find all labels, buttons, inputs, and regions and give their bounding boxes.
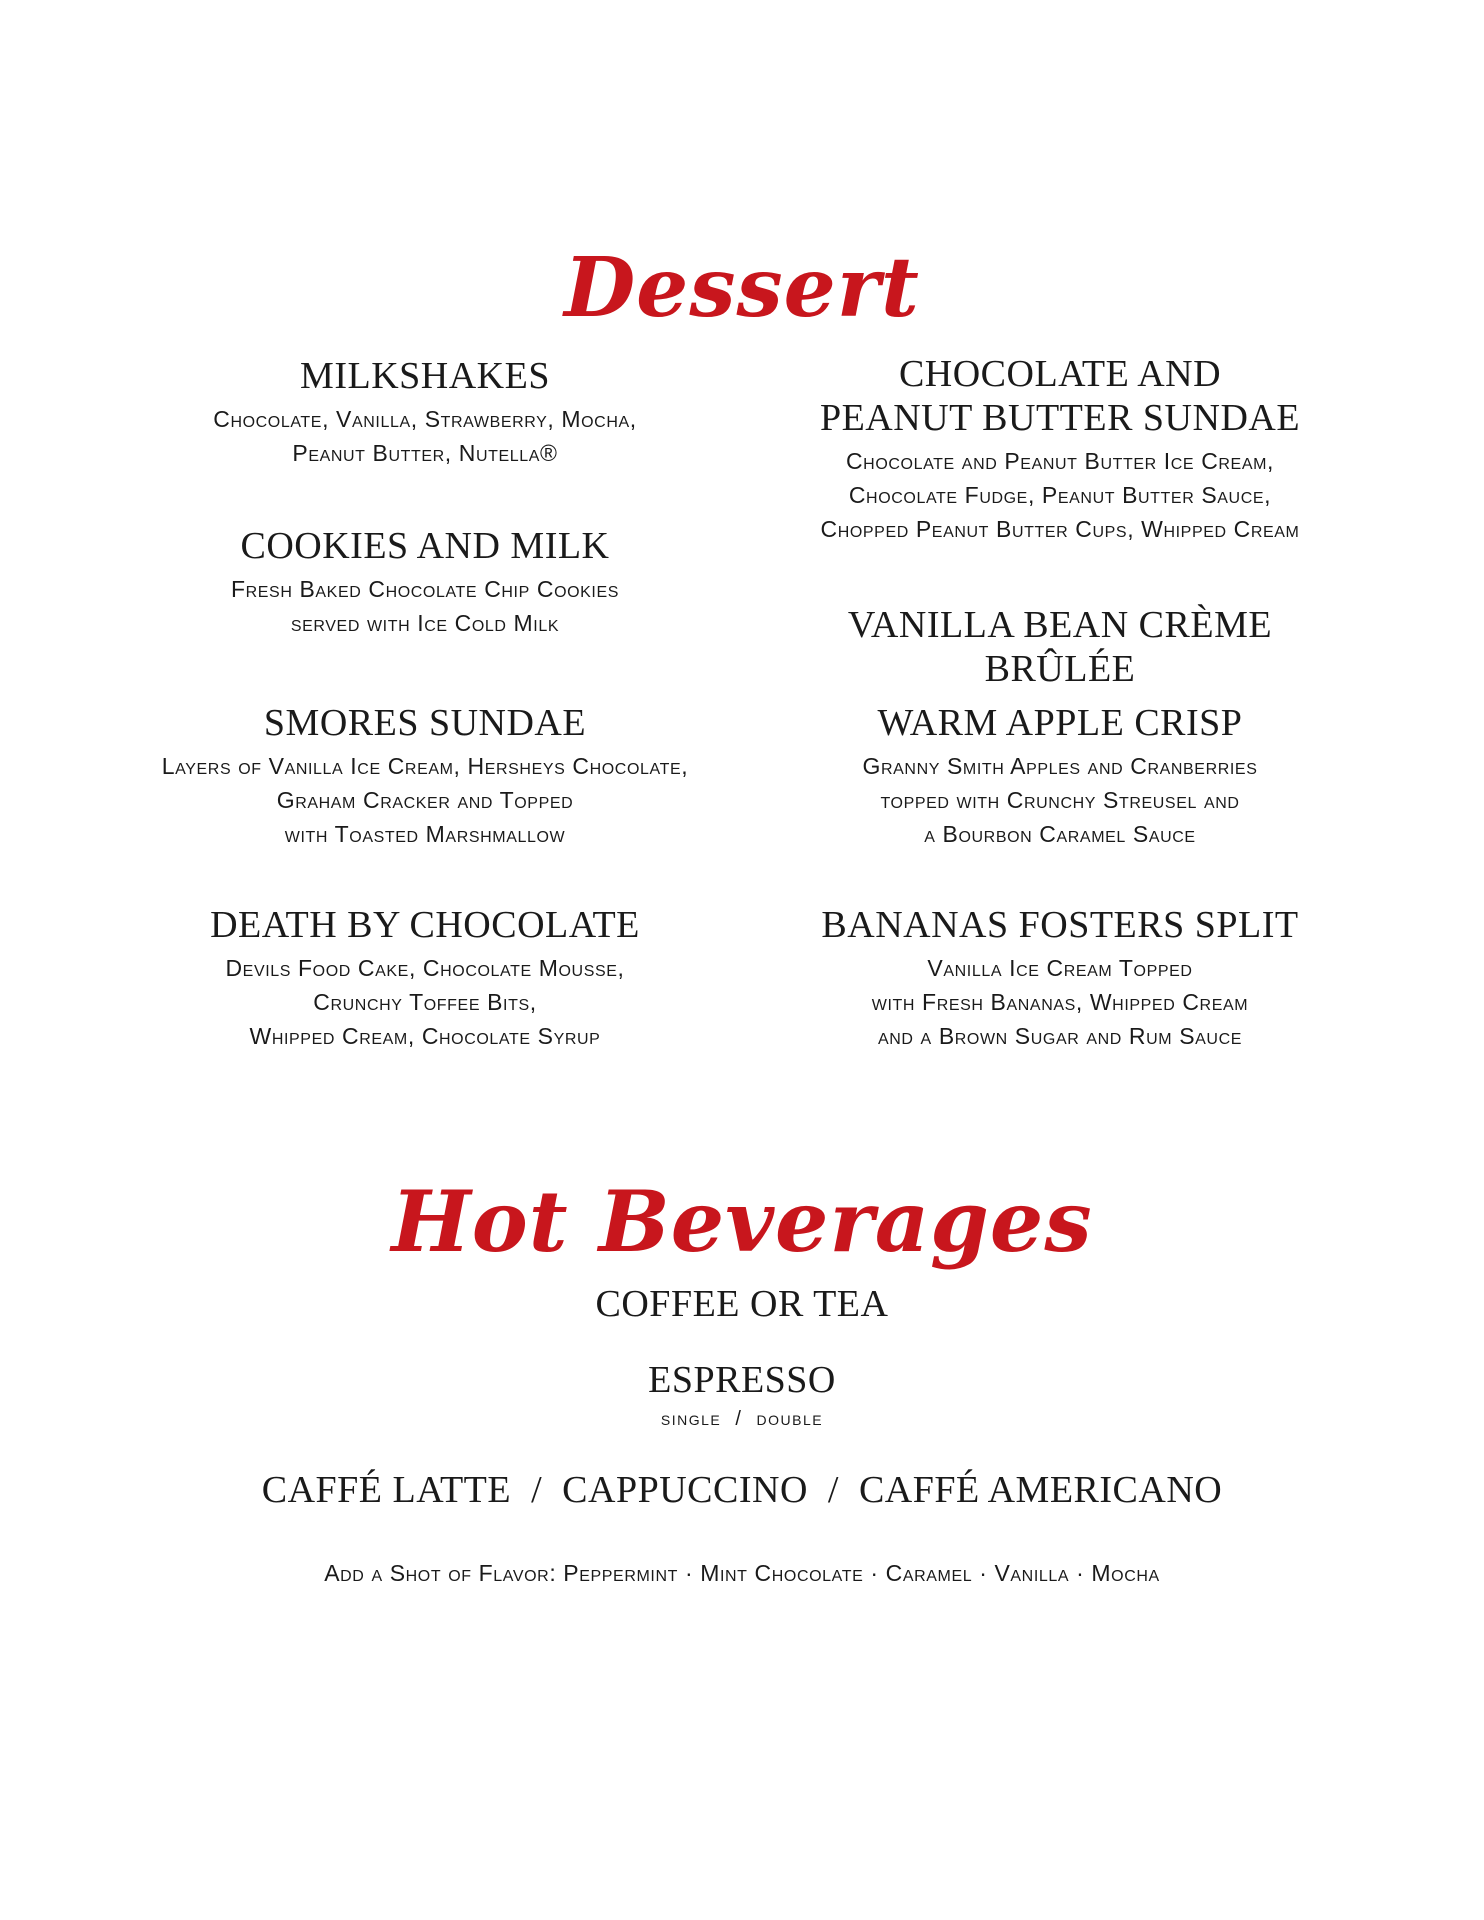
hot-beverages-title: Hot Beverages <box>391 1172 1093 1271</box>
dessert-right-column <box>770 0 1350 1100</box>
menu-item-warm-apple-crisp <box>770 701 1350 851</box>
item-description: Vanilla Ice Cream Topped with Fresh Bananas, Whipped Cream and a Brown Sugar and Rum Sauce <box>871 955 1249 1049</box>
item-description: Chocolate and Peanut Butter Ice Cream, Chocolate Fudge, Peanut Butter Sauce, Chopped Peanut Butter Cups, Whipped Cream <box>820 448 1300 542</box>
flavor-options: Add a Shot of Flavor: Peppermint · Mint Chocolate · Caramel · Vanilla · Mocha <box>324 1560 1160 1586</box>
item-description: Layers of Vanilla Ice Cream, Hersheys Chocolate, Graham Cracker and Topped with Toasted Marshmallow <box>161 753 689 847</box>
menu-item-smores-sundae <box>140 701 710 851</box>
item-name: CHOCOLATE AND PEANUT BUTTER SUNDAE <box>819 353 1301 439</box>
flavor-shot-line <box>0 1560 1484 1587</box>
item-name: MILKSHAKES <box>300 355 550 397</box>
menu-item-creme-brulee <box>770 603 1350 691</box>
item-name: COOKIES AND MILK <box>240 525 610 567</box>
item-description: Granny Smith Apples and Cranberries topped with Crunchy Streusel and a Bourbon Caramel Sauce <box>862 753 1258 847</box>
item-name: SMORES SUNDAE <box>263 702 587 744</box>
item-name: ESPRESSO <box>648 1359 836 1401</box>
espresso-options: single / double <box>660 1408 824 1430</box>
item-name: CAFFÉ LATTE / CAPPUCCINO / CAFFÉ AMERICANO <box>261 1469 1223 1511</box>
menu-item-bananas-fosters-split <box>770 903 1350 1053</box>
beverage-specialty-coffees <box>0 1468 1484 1512</box>
item-name: DEATH BY CHOCOLATE <box>210 904 640 946</box>
item-name: BANANAS FOSTERS SPLIT <box>821 904 1299 946</box>
dessert-title: Dessert <box>564 240 920 336</box>
dessert-left-column <box>140 0 710 1100</box>
menu-item-death-by-chocolate <box>140 903 710 1053</box>
beverage-espresso <box>0 1358 1484 1431</box>
beverage-coffee-tea <box>0 1282 1484 1326</box>
item-description: Chocolate, Vanilla, Strawberry, Mocha, Peanut Butter, Nutella® <box>213 406 637 466</box>
item-name: WARM APPLE CRISP <box>877 702 1243 744</box>
item-description: Fresh Baked Chocolate Chip Cookies served with Ice Cold Milk <box>230 576 620 636</box>
menu-item-cookies-and-milk <box>140 524 710 640</box>
item-name: COFFEE OR TEA <box>595 1283 889 1325</box>
menu-item-chocolate-peanut-butter-sundae <box>770 352 1350 546</box>
item-description: Devils Food Cake, Chocolate Mousse, Crunchy Toffee Bits, Whipped Cream, Chocolate Syrup <box>225 955 625 1049</box>
menu-item-milkshakes <box>140 354 710 470</box>
item-name: VANILLA BEAN CRÈME BRÛLÉE <box>847 604 1273 690</box>
